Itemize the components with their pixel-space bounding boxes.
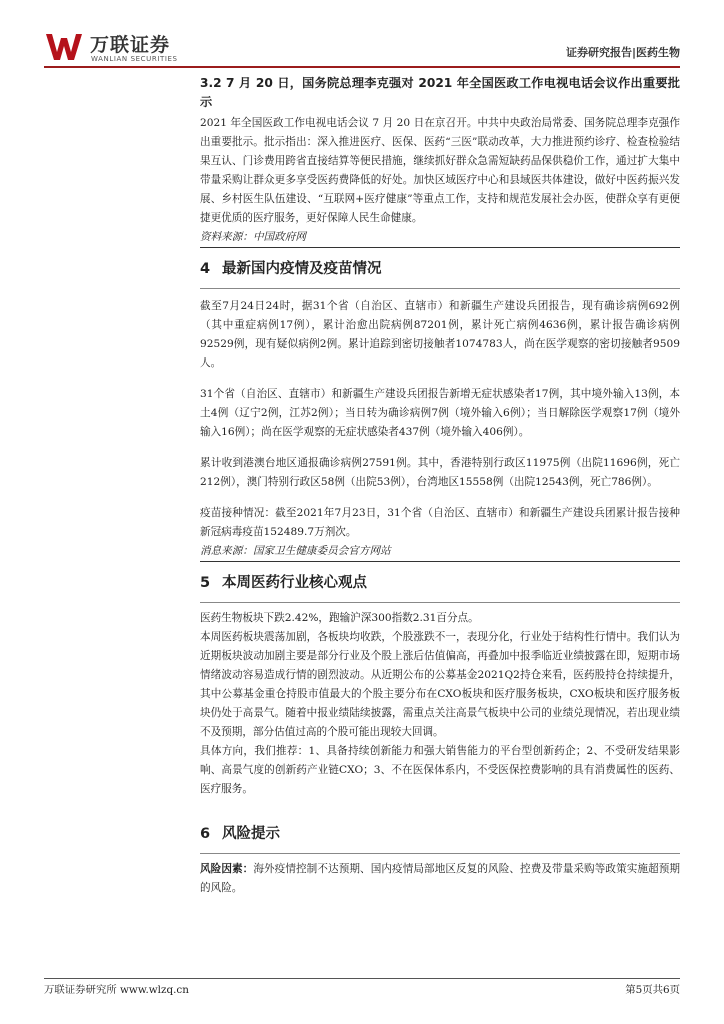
section-5-number: 5 bbox=[200, 575, 211, 591]
section-4-paragraph-1: 截至7月24日24时，据31个省（自治区、直辖市）和新疆生产建设兵团报告，现有确诊病例692例（其中重症病例17例），累计治愈出院病例87201例，累计死亡病例4636例，累计报告确诊病例92529例，现有疑似病例2例。累计追踪到密切接触者1074783人，尚在医学观察的密切接触者9509人。 bbox=[200, 300, 680, 369]
logo-text-en: WANLIAN SECURITIES bbox=[91, 55, 178, 63]
section-4-heading bbox=[200, 258, 680, 280]
section-3-2-title: 3.2 7 月 20 日，国务院总理李克强对 2021 年全国医政工作电视电话会议作出重要批示 bbox=[200, 76, 680, 109]
section-4-number: 4 bbox=[200, 261, 211, 277]
footer-page-number: 第5页共6页 bbox=[625, 984, 680, 996]
section-6-number: 6 bbox=[200, 826, 211, 842]
risk-factors-label: 风险因素： bbox=[200, 863, 254, 875]
logo-text-cn: 万联证券 bbox=[90, 34, 171, 56]
company-logo bbox=[44, 30, 244, 66]
section-6-paragraph bbox=[200, 860, 680, 898]
section-4-source: 消息来源：国家卫生健康委员会官方网站 bbox=[200, 545, 391, 557]
footer-publisher: 万联证券研究所 www.wlzq.cn bbox=[44, 984, 189, 996]
section-5-heading bbox=[200, 572, 680, 594]
section-4-paragraph-3: 累计收到港澳台地区通报确诊病例27591例。其中，香港特别行政区11975例（出院11696例，死亡212例），澳门特别行政区58例（出院53例），台湾地区15558例（出院12543例，死亡786例）。 bbox=[200, 457, 680, 488]
section-6-title: 风险提示 bbox=[222, 826, 280, 842]
report-type-label: 证券研究报告|医药生物 bbox=[565, 46, 680, 59]
section-5-paragraph-1: 医药生物板块下跌2.42%，跑输沪深300指数2.31百分点。 bbox=[200, 612, 479, 624]
section-4-vaccine-box bbox=[200, 504, 680, 562]
section-6-heading bbox=[200, 823, 680, 845]
risk-factors-body: 海外疫情控制不达预期、国内疫情局部地区反复的风险、控费及带量采购等政策实施超预期的风险。 bbox=[200, 863, 680, 894]
footer-divider bbox=[44, 978, 680, 979]
page-header bbox=[44, 30, 680, 68]
section-3-2-source: 资料来源：中国政府网 bbox=[200, 231, 306, 243]
section-4-title: 最新国内疫情及疫苗情况 bbox=[222, 261, 382, 277]
main-content bbox=[200, 74, 680, 898]
section-4-paragraph-4: 疫苗接种情况：截至2021年7月23日，31个省（自治区、直辖市）和新疆生产建设兵团累计报告接种新冠病毒疫苗152489.7万剂次。 bbox=[200, 507, 680, 538]
section-5-paragraph-3: 具体方向，我们推荐：1、具备持续创新能力和强大销售能力的平台型创新药企；2、不受研发结果影响、高景气度的创新药产业链CXO；3、不在医保体系内，不受医保控费影响的具有消费属性的医药、医疗服务。 bbox=[200, 745, 680, 795]
section-4-paragraph-2: 31个省（自治区、直辖市）和新疆生产建设兵团报告新增无症状感染者17例，其中境外输入13例，本土4例（辽宁2例，江苏2例）；当日转为确诊病例7例（境外输入6例）；当日解除医学观察17例（境外输入16例）；尚在医学观察的无症状感染者437例（境外输入406例）。 bbox=[200, 388, 680, 438]
header-divider bbox=[44, 66, 680, 68]
section-3-2 bbox=[200, 74, 680, 248]
wanlian-logo-icon bbox=[44, 32, 84, 62]
section-3-2-body: 2021 年全国医政工作电视电话会议 7 月 20 日在京召开。中共中央政治局常委、国务院总理李克强作出重要批示。批示指出：深入推进医疗、医保、医药“三医”联动改革，大力推进预约诊疗、检查检验结果互认、门诊费用跨省直接结算等便民措施，继续抓好群众急需短缺药品保供稳价工作，通过扩大集中带量采购让群众更多享受医药费降低的好处。加快区域医疗中心和县域医共体建设，做好中医药振兴发展、乡村医生队伍建设、“互联网+医疗健康”等重点工作，支持和规范发展社会办医，使群众享有更便捷更优质的医疗服务，更好保障人民生命健康。 bbox=[200, 117, 680, 224]
section-5-paragraph-2: 本周医药板块震荡加剧，各板块均收跌，个股涨跌不一，表现分化，行业处于结构性行情中。我们认为近期板块波动加剧主要是部分行业及个股上涨后估值偏高，再叠加中报季临近业绩披露在即，短期市场情绪波动容易造成行情的剧烈波动。从近期公布的公募基金2021Q2持仓来看，医药股持仓持续提升，其中公募基金重仓持股市值最大的个股主要分布在CXO板块和医疗服务板块，CXO板块和医疗服务板块仍处于高景气。随着中报业绩陆续披露，需重点关注高景气板块中公司的业绩兑现情况，若出现业绩不及预期，部分估值过高的个股可能出现较大回调。 bbox=[200, 631, 680, 738]
section-5-title: 本周医药行业核心观点 bbox=[222, 575, 367, 591]
